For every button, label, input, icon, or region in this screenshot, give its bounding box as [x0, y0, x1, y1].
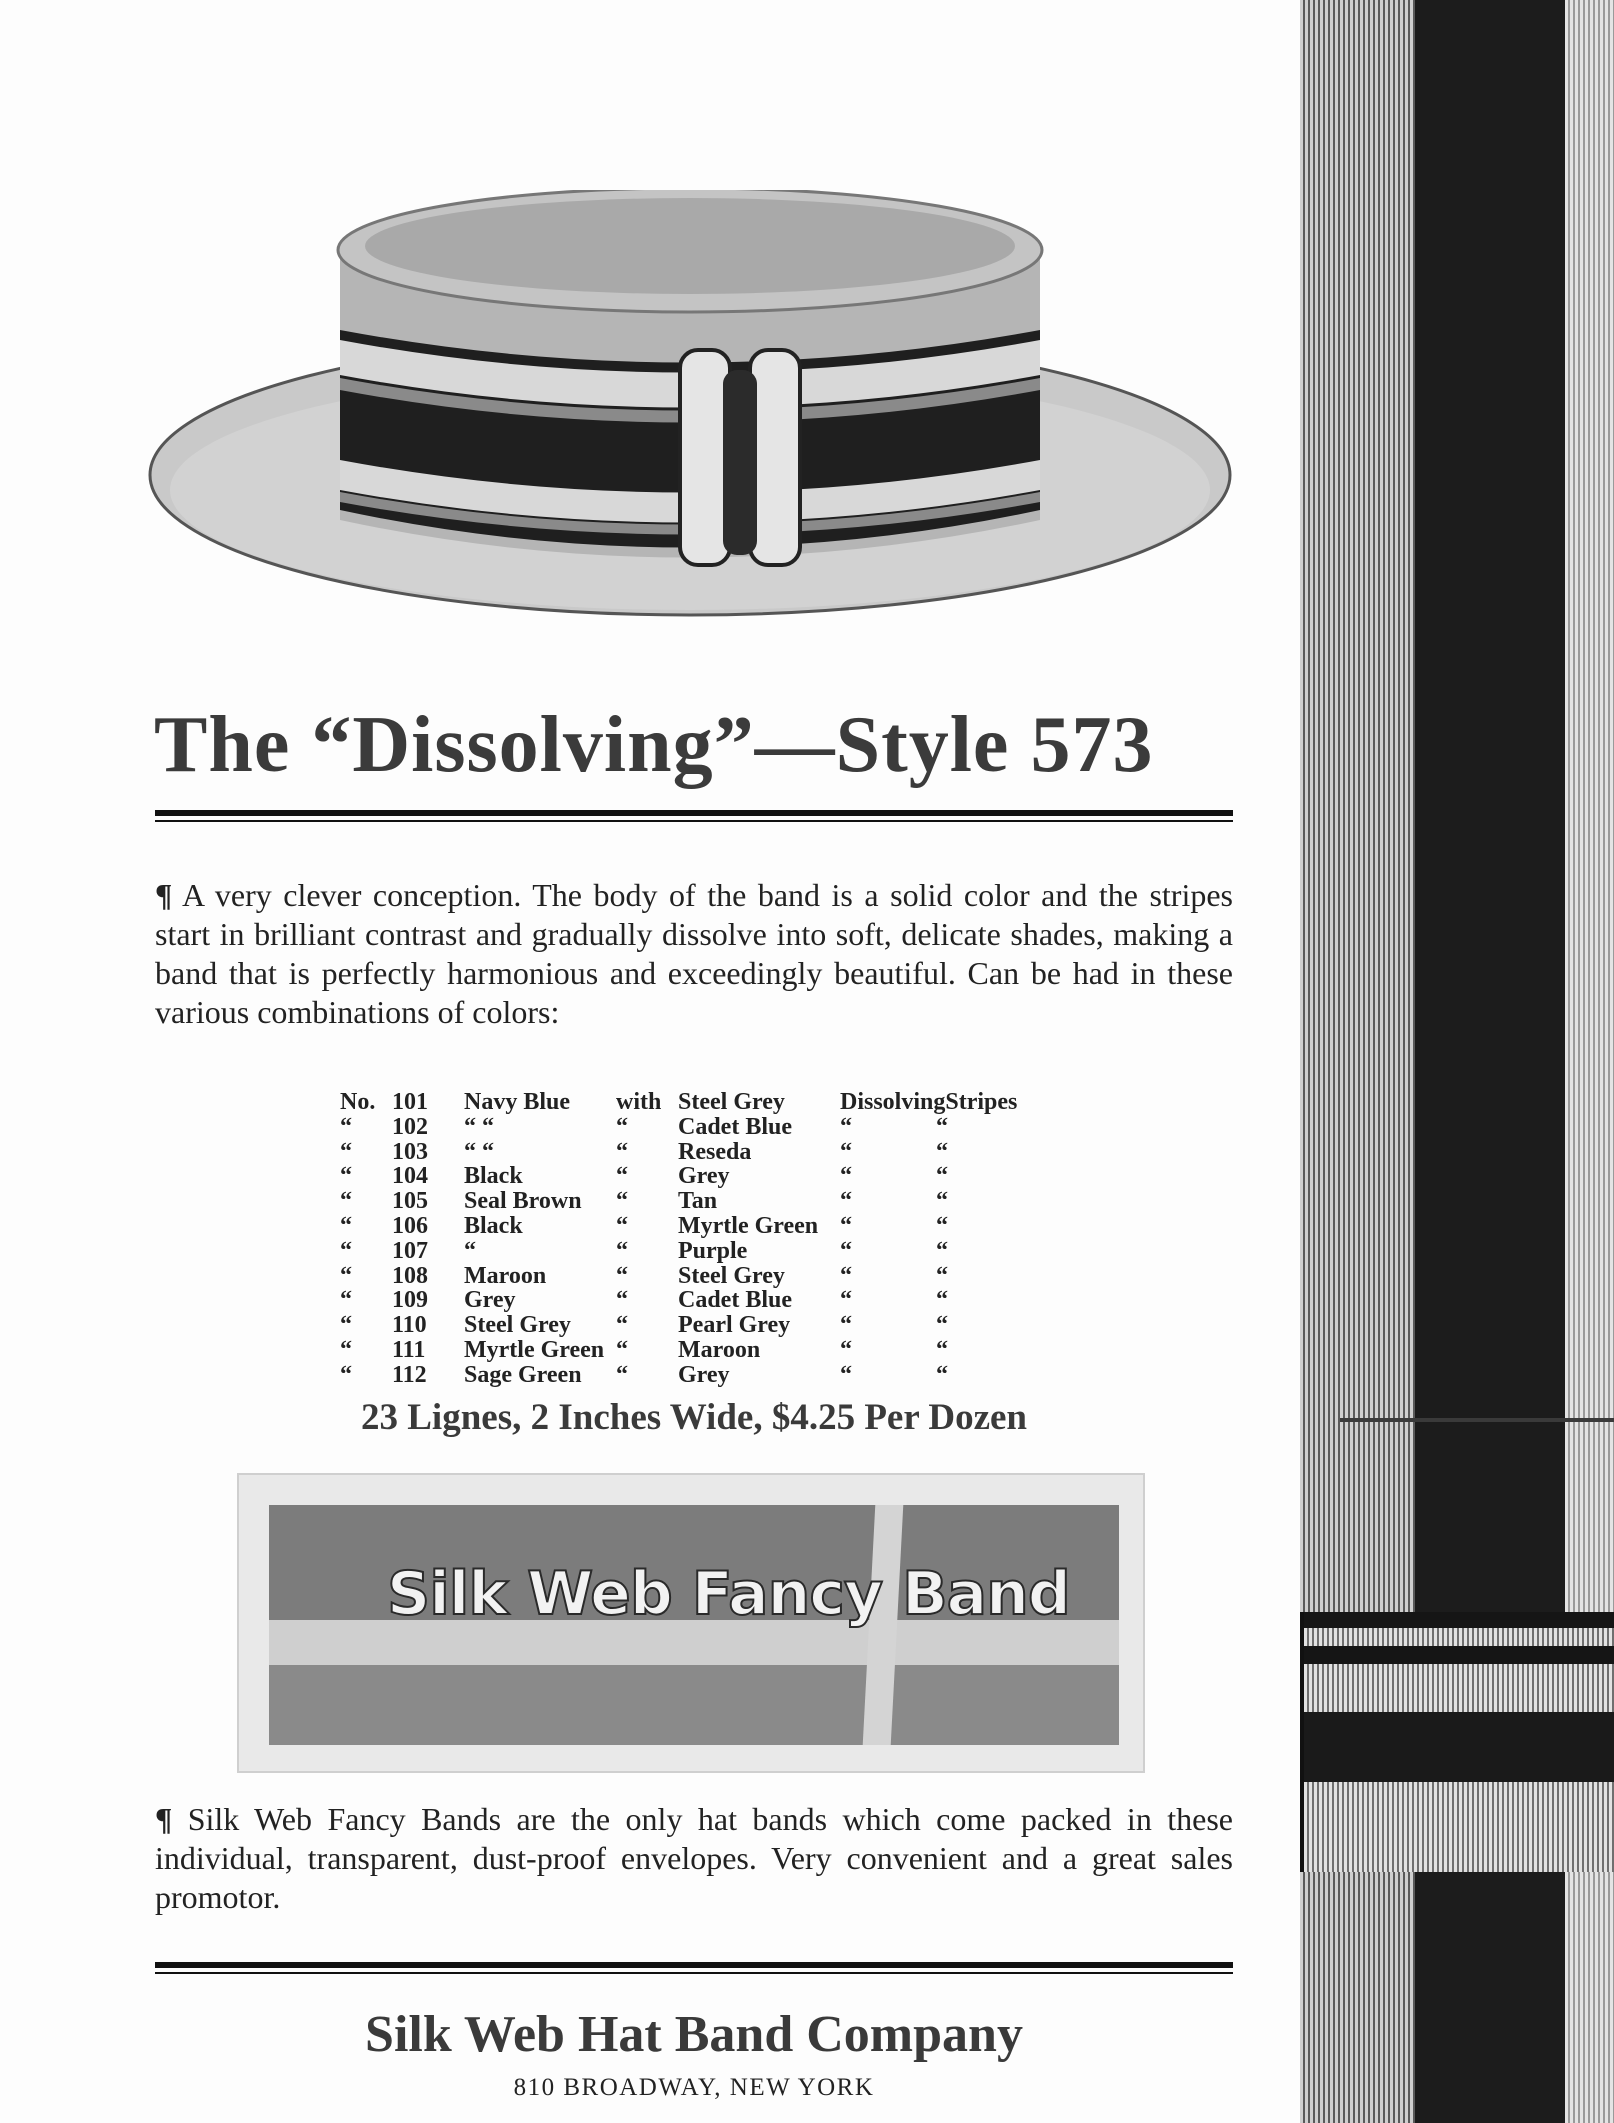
table-cell: Navy Blue [464, 1089, 571, 1115]
table-cell: 101 [392, 1089, 428, 1115]
table-cell: Black [464, 1212, 523, 1239]
table-cell: Steel Grey [678, 1262, 785, 1289]
table-row [340, 1115, 1016, 1140]
title-divider [155, 810, 1233, 822]
table-cell: “ [936, 1361, 948, 1388]
table-cell: “ “ [464, 1138, 494, 1165]
table-row [340, 1214, 1016, 1239]
table-row [340, 1140, 1016, 1165]
table-cell: Steel Grey [678, 1089, 785, 1115]
pilcrow-icon: ¶ [155, 1801, 173, 1837]
table-cell: Reseda [678, 1138, 752, 1165]
table-cell: “ [936, 1336, 948, 1363]
table-cell: “ [840, 1163, 852, 1190]
table-cell: Myrtle Green [678, 1212, 819, 1239]
table-cell: Pearl Grey [678, 1312, 791, 1339]
table-row [340, 1264, 1016, 1289]
table-cell: “ [616, 1262, 628, 1289]
table-cell: 103 [392, 1138, 428, 1165]
table-cell: “ [840, 1361, 852, 1388]
table-cell: “ [340, 1113, 352, 1140]
table-cell: Cadet Blue [678, 1113, 792, 1140]
pilcrow-icon: ¶ [155, 877, 173, 913]
table-cell: “ [840, 1287, 852, 1314]
table-cell: Seal Brown [464, 1188, 582, 1215]
company-name: Silk Web Hat Band Company [365, 2006, 1023, 2063]
table-cell: “ “ [464, 1113, 494, 1140]
table-cell: “ [936, 1163, 948, 1190]
intro-text: A very clever conception. The body of the band is a solid color and the stripes start in brilliant contrast and gradually dissolve into soft, delicate shades, making a band that is perfectly harmonious and exceedingly beautiful. Can be had in these various combinations of colors: [155, 877, 1234, 1030]
table-cell: “ [840, 1138, 852, 1165]
table-cell: “ [936, 1113, 948, 1140]
table-cell: Grey [464, 1287, 516, 1314]
intro-paragraph [155, 876, 1233, 1032]
table-cell: 111 [392, 1336, 426, 1363]
table-cell: with [616, 1089, 662, 1115]
table-cell: “ [616, 1361, 628, 1388]
table-cell: Maroon [464, 1262, 547, 1289]
table-cell: Dissolving [840, 1089, 946, 1115]
table-row [340, 1239, 1016, 1264]
table-cell: 110 [392, 1312, 427, 1339]
packing-text: Silk Web Fancy Bands are the only hat bands which come packed in these individual, transparent, dust-proof envelopes. Very convenient and a great sales promotor. [155, 1801, 1233, 1915]
color-combinations-table [340, 1090, 1025, 1388]
boater-hat-illustration [140, 190, 1240, 630]
table-cell: Cadet Blue [678, 1287, 792, 1314]
table-cell: “ [340, 1312, 352, 1339]
table-cell: 105 [392, 1188, 428, 1215]
table-cell: Tan [678, 1188, 718, 1215]
table-row [340, 1363, 1016, 1388]
table-cell: “ [464, 1237, 476, 1264]
table-cell: 102 [392, 1113, 428, 1140]
table-cell: Myrtle Green [464, 1336, 605, 1363]
combination-rows [340, 1115, 1016, 1388]
table-row [340, 1313, 1016, 1338]
table-cell: No. [340, 1089, 376, 1115]
ribbon-band-photo [1300, 0, 1614, 2123]
table-cell: “ [340, 1237, 352, 1264]
table-cell: Grey [678, 1163, 730, 1190]
table-cell: “ [340, 1163, 352, 1190]
table-cell: 109 [392, 1287, 428, 1314]
table-cell: “ [936, 1188, 948, 1215]
table-row [340, 1338, 1016, 1363]
table-cell: Grey [678, 1361, 730, 1388]
table-cell: “ [936, 1287, 948, 1314]
table-cell: “ [340, 1336, 352, 1363]
table-cell: “ [840, 1336, 852, 1363]
table-cell: “ [936, 1262, 948, 1289]
table-cell: “ [340, 1287, 352, 1314]
table-cell: 107 [392, 1237, 428, 1264]
ad-title: The “Dissolving”—Style 573 [154, 701, 1154, 789]
table-cell: 104 [392, 1163, 428, 1190]
table-cell: Sage Green [464, 1361, 582, 1388]
table-cell: Maroon [678, 1336, 761, 1363]
table-row [340, 1164, 1016, 1189]
packing-paragraph [155, 1800, 1233, 1917]
table-cell: “ [840, 1312, 852, 1339]
table-row [340, 1288, 1016, 1313]
table-cell: 112 [392, 1361, 427, 1388]
table-cell: “ [616, 1188, 628, 1215]
table-cell: “ [616, 1237, 628, 1264]
band-label: Silk Web Fancy Band [387, 1559, 1070, 1629]
table-header-row [340, 1090, 1025, 1115]
table-cell: Stripes [945, 1089, 1018, 1115]
table-cell: Black [464, 1163, 523, 1190]
table-cell: Steel Grey [464, 1312, 571, 1339]
table-cell: “ [936, 1237, 948, 1264]
table-cell: “ [616, 1212, 628, 1239]
table-cell: “ [616, 1163, 628, 1190]
table-cell: 106 [392, 1212, 428, 1239]
table-cell: “ [340, 1361, 352, 1388]
table-cell: “ [340, 1138, 352, 1165]
table-cell: “ [340, 1188, 352, 1215]
table-cell: “ [936, 1212, 948, 1239]
table-cell: “ [616, 1138, 628, 1165]
price-line: 23 Lignes, 2 Inches Wide, $4.25 Per Dozen [360, 1397, 1028, 1438]
table-cell: “ [340, 1212, 352, 1239]
table-cell: “ [616, 1113, 628, 1140]
table-cell: “ [616, 1336, 628, 1363]
table-cell: “ [616, 1312, 628, 1339]
table-cell: “ [936, 1312, 948, 1339]
band-envelope-photo [237, 1473, 1145, 1773]
table-cell: “ [840, 1212, 852, 1239]
company-address: 810 BROADWAY, NEW YORK [513, 2074, 875, 2101]
table-row [340, 1189, 1016, 1214]
table-cell: “ [616, 1287, 628, 1314]
table-cell: “ [340, 1262, 352, 1289]
table-cell: “ [936, 1138, 948, 1165]
table-cell: “ [840, 1188, 852, 1215]
table-cell: “ [840, 1262, 852, 1289]
table-cell: “ [840, 1113, 852, 1140]
table-cell: 108 [392, 1262, 428, 1289]
footer-divider [155, 1962, 1233, 1974]
table-cell: “ [840, 1237, 852, 1264]
table-cell: Purple [678, 1237, 748, 1264]
